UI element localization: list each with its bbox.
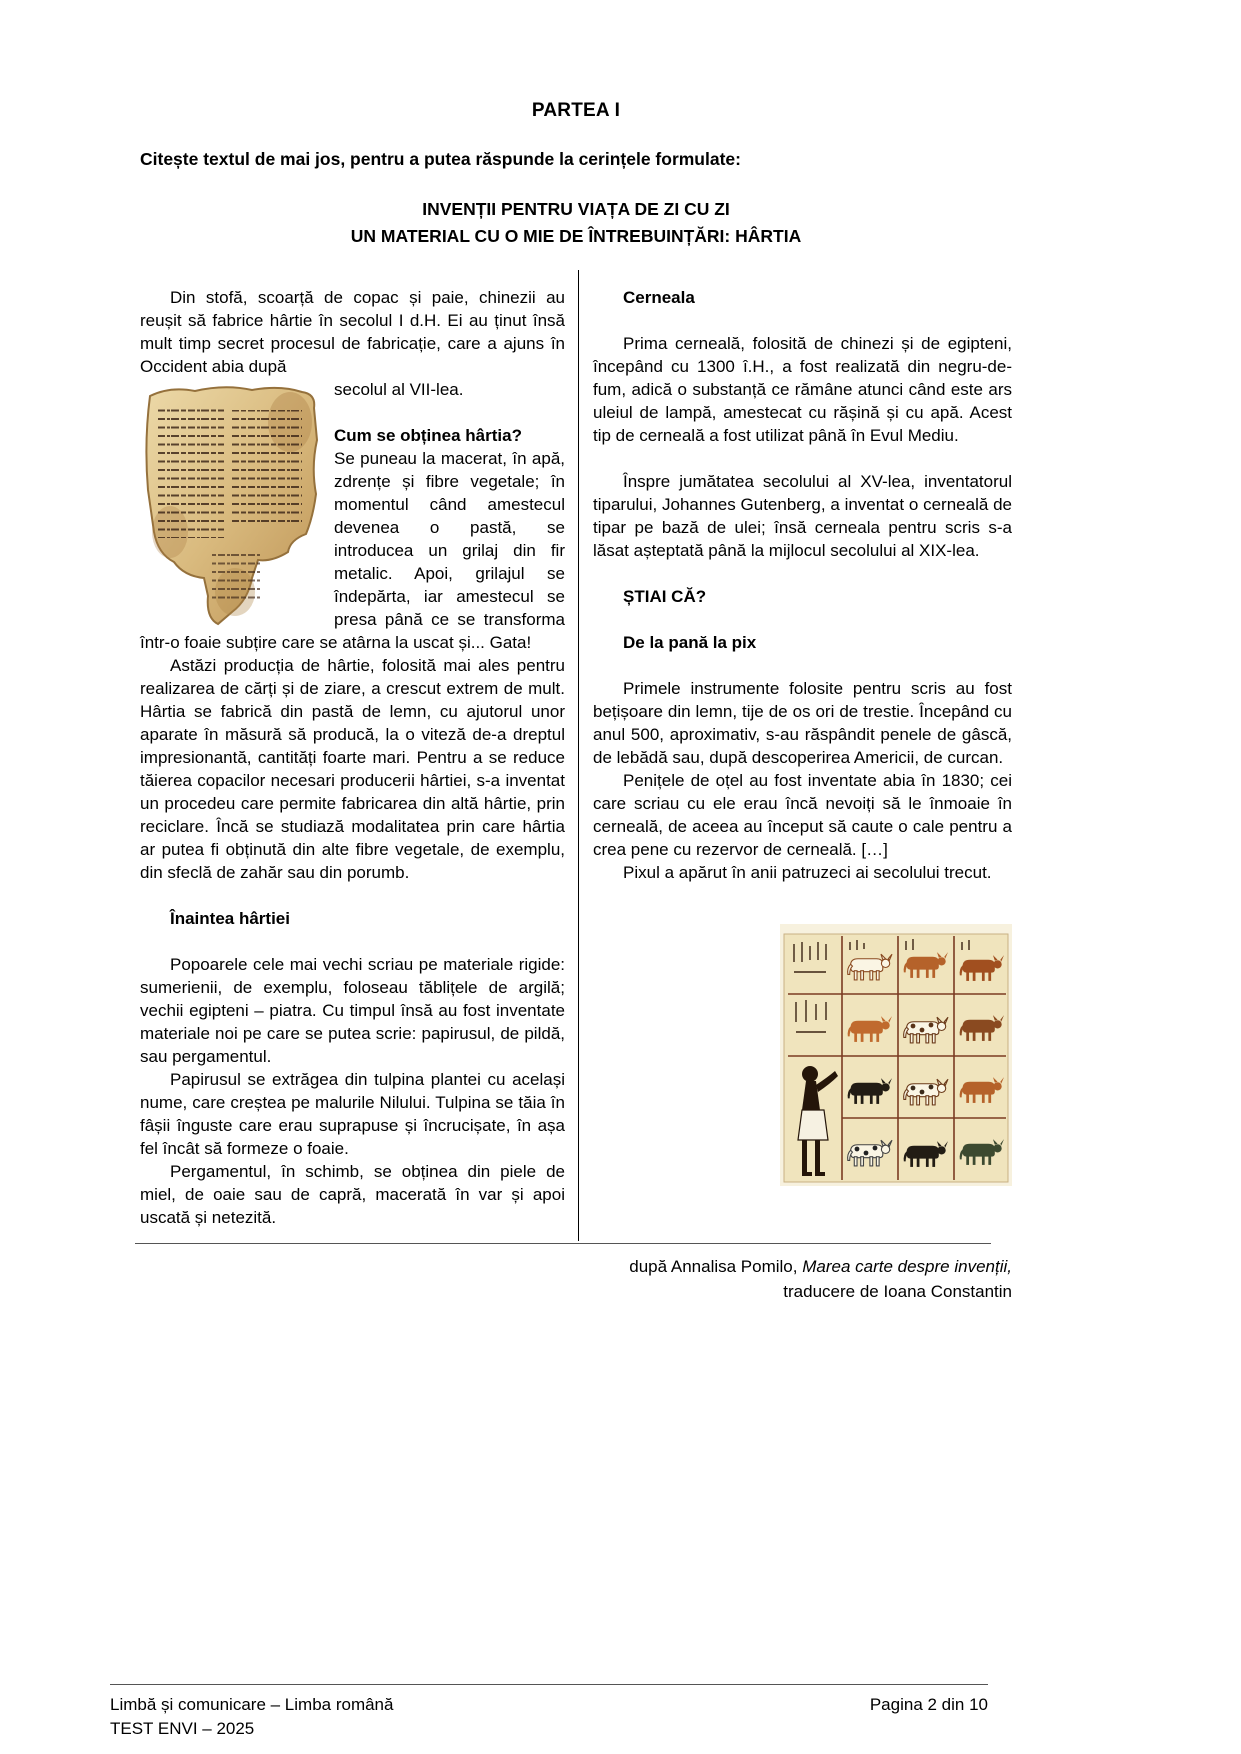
attribution-book-title: Marea carte despre invenții, — [802, 1257, 1012, 1276]
instruction-text: Citește textul de mai jos, pentru a putea răspunde la cerințele formulate: — [140, 149, 741, 169]
paragraph: Din stofă, scoarță de copac și paie, chinezii au reușit să fabrice hârtie în secolul I d.H. Ei au ținut însă mult timp secret procesul de fabricație, care a ajuns în Occident abia după — [140, 288, 565, 376]
footer-test-name: TEST ENVI – 2025 — [110, 1719, 255, 1738]
page-footer — [110, 1684, 988, 1741]
attribution — [140, 1254, 1012, 1304]
attribution-translator: traducere de Ioana Constantin — [783, 1282, 1012, 1301]
paragraph: secolul al VII-lea. — [334, 380, 464, 399]
document-page — [140, 100, 1012, 1304]
section-heading-ink: Cerneala — [623, 288, 695, 307]
attribution-prefix: după Annalisa Pomilo, — [629, 1257, 803, 1276]
part-title: PARTEA I — [531, 100, 621, 121]
paragraph: Înspre jumătatea secolului al XV-lea, inventatorul tiparului, Johannes Gutenberg, a inventat o cerneală de tipar pe bază de ulei; însă cerneala pentru scris s-a lăsat așteptată până la mijlocul secolului al XIX-lea. — [593, 472, 1012, 560]
paragraph: Papirusul se extrăgea din tulpina plantei cu același nume, care creștea pe malurile Nilului. Tulpina se tăia în fâșii înguste care erau suprapuse și încrucișate, în așa fel încât să formeze o foaie. — [140, 1070, 565, 1158]
section-heading-before-paper: Înaintea hârtiei — [170, 909, 290, 928]
attribution-divider — [135, 1243, 991, 1244]
footer-left — [110, 1693, 393, 1741]
left-column — [140, 286, 565, 1229]
paragraph: Primele instrumente folosite pentru scris au fost bețișoare din lemn, tije de os ori de trestie. Începând cu anul 500, aproximativ, s-au răspândit penele de gâscă, de lebădă sau, după descoperirea Americii, de curcan. — [593, 679, 1012, 767]
two-column-layout — [140, 286, 1012, 1229]
page-number: Pagina 2 din 10 — [869, 1695, 988, 1714]
paragraph: Popoarele cele mai vechi scriau pe materiale rigide: sumerienii, de exemplu, foloseau tăblițele de argilă; vechii egipteni – piatra. Cu timpul însă au fost inventate materiale noi pe care se putea scrie: papirusul, de pildă, sau pergamentul. — [140, 955, 565, 1066]
paragraph: Se puneau la macerat, în apă, zdrențe și fibre vegetale; în momentul când amestecul devenea o pastă, se introducea un grilaj din fir metalic. Apoi, grilajul se îndepărta, iar amestecul se presa până ce se transforma într-o foaie subțire care se atârna la uscat și... Gata! — [140, 449, 565, 652]
document-title — [140, 196, 1012, 250]
papyrus-image — [780, 924, 1012, 1186]
paragraph: Astăzi producția de hârtie, folosită mai ales pentru realizarea de cărți și de ziare, a crescut extrem de mult. Hârtia se fabrică din pastă de lemn, cu ajutorul unor aparate în măsură să producă, la o viteză de-a dreptul impresionantă, cantități foarte mari. Pentru a se reduce tăierea copacilor necesari producerii hârtiei, s-a inventat un procedeu care permite fabricarea din altă hârtie, prin reciclare. Încă se studiază modalitatea prin care hârtia ar putea fi obținută din alte fibre vegetale, de exemplu, din sfeclă de zahăr sau din porumb. — [140, 656, 565, 882]
section-heading-how-paper: Cum se obținea hârtia? — [334, 426, 522, 445]
paragraph: Pergamentul, în schimb, se obținea din piele de miel, de oaie sau de capră, macerată în var și apoi uscată și netezită. — [140, 1162, 565, 1227]
footer-divider — [110, 1684, 988, 1685]
section-heading-quill-to-pen: De la pană la pix — [623, 633, 757, 652]
footer-subject: Limbă și comunicare – Limba română — [110, 1695, 394, 1714]
document-title-line1: INVENȚII PENTRU VIAȚA DE ZI CU ZI — [422, 199, 730, 219]
manuscript-image — [140, 382, 322, 626]
paragraph: Penițele de oțel au fost inventate abia în 1830; cei care scriau cu ele erau încă nevoiți să le înmoaie în cerneală, de aceea au început să caute o cale pentru a crea pene cu rezervor de cerneală. […] — [593, 771, 1012, 859]
paragraph: Prima cerneală, folosită de chinezi și de egipteni, începând cu 1300 î.H., a fost realizată din negru-de-fum, adică o substanță ce rămâne atunci când este ars uleiul de lampă, amestecat cu rășină și cu apă. Acest tip de cerneală a fost utilizat până în Evul Mediu. — [593, 334, 1012, 445]
paragraph: Pixul a apărut în anii patruzeci ai secolului trecut. — [623, 863, 992, 882]
document-title-line2: UN MATERIAL CU O MIE DE ÎNTREBUINȚĂRI: HÂRTIA — [350, 226, 802, 246]
column-divider — [578, 270, 579, 1241]
section-heading-did-you-know: ȘTIAI CĂ? — [623, 587, 707, 606]
right-column — [593, 286, 1012, 1229]
